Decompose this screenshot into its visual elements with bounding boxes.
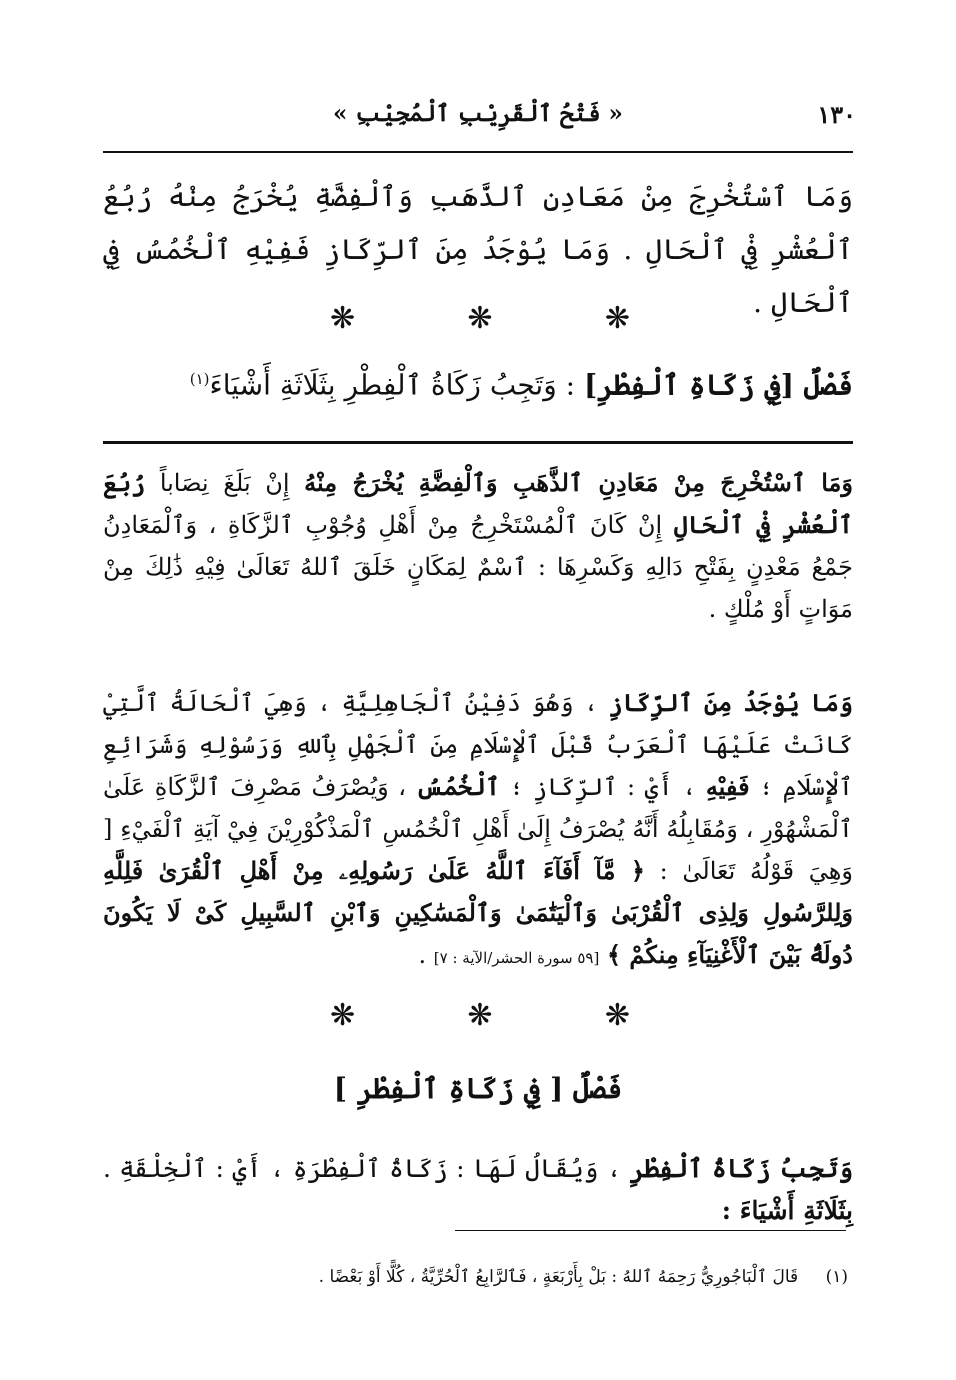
sharh-paragraph-3 [103, 1148, 853, 1232]
star-icon: ❋ [467, 998, 493, 1033]
sharh-text: ، وَيُصْرَفُ مَصْرِفَ ٱلزَّكَاةِ عَلَىٰ ٱلْمَشْهُوْرِ ، وَمُقَابِلُهُ أَنَّهُ يُصْرَفُ إِلَىٰ أَهْلِ ٱلْخُمُسِ ٱلْمَذْكُوْرِيْنَ فِيْ آيَةِ ٱلْفَيْءِ [ وَهِيَ قَوْلُهُ تَعَالَىٰ : [103, 773, 853, 885]
star-icon: ❋ [467, 301, 493, 336]
sharh-text: ، وَيُقَالُ لَهَا : زَكَاةُ ٱلْفِطْرَةِ ، أَيْ : ٱلْخِلْقَةِ . [103, 1154, 622, 1183]
footnote-number: (١) [825, 1267, 848, 1287]
header-rule [103, 151, 853, 153]
sharh-paragraph-1 [103, 462, 853, 630]
sharh-matn-quote: وَمَا ٱسْتُخْرِجَ مِنْ مَعَادِنِ ٱلذَّهَبِ وَٱلْفِضَّةِ يُخْرَجُ مِنْهُ [304, 468, 854, 497]
matn-text: وَمَا ٱسْتُخْرِجَ مِنْ مَعَادِنِ ٱلذَّهَبِ وَٱلْفِضَّةِ يُخْرَجُ مِنْهُ رُبُعُ ٱلْعُشْرِ فِيْ ٱلْحَالِ . وَمَا يُوْجَدُ مِنَ ٱلرِّكَازِ فَفِيْهِ ٱلْخُمُسُ فِي ٱلْحَالِ . [103, 180, 853, 319]
fasl-heading: فَصْلٌ [ فِي زَكَاةِ ٱلْفِطْرِ ] [333, 1072, 623, 1105]
sharh-matn-quote: رُبُعَ ٱلْعُشْرِ فِيْ ٱلْحَالِ [103, 468, 853, 539]
matn-fasl-rest: : وَتَجِبُ زَكَاةُ ٱلْفِطْرِ بِثَلَاثَةِ أَشْيَاءَ [209, 368, 576, 402]
star-icon: ❋ [330, 301, 356, 336]
quran-verse: ﴿ مَّآ أَفَآءَ ٱللَّهُ عَلَىٰ رَسُولِهِۦ مِنْ أَهْلِ ٱلْقُرَىٰ فَلِلَّهِ وَلِلرَّسُولِ وَلِذِى ٱلْقُرْبَىٰ وَٱلْيَتَٰمَىٰ وَٱلْمَسَٰكِينِ وَٱبْنِ ٱلسَّبِيلِ كَىْ لَا يَكُونَ دُولَةًۢ بَيْنَ ٱلْأَغْنِيَآءِ مِنكُمْ ﴾ [103, 856, 853, 969]
footnote-rule [455, 1230, 846, 1231]
matn-fasl-title: فَصْلٌ [فِي زَكَاةِ ٱلْفِطْرِ] [583, 368, 853, 402]
footnote [108, 1262, 848, 1292]
star-icon: ❋ [604, 301, 630, 336]
sharh-text: ، وَهُوَ دَفِيْنُ ٱلْجَاهِلِيَّةِ ، وَهِيَ ٱلْحَالَةُ ٱلَّتِيْ كَانَتْ عَلَيْهَا ٱلْعَرَبُ قَبْلَ ٱلْإِسْلَامِ مِنَ ٱلْجَهْلِ بِٱللهِ وَرَسُوْلِهِ وَشَرَائِعِ ٱلْإِسْلَامِ ؛ [103, 689, 853, 801]
matn-fasl [190, 356, 853, 408]
sharh-matn-quote: وَمَا يُوْجَدُ مِنَ ٱلرِّكَازِ [608, 688, 853, 717]
sharh-text: . [418, 941, 427, 969]
sharh-text: إِنْ كَانَ ٱلْمُسْتَخْرِجُ مِنْ أَهْلِ وُجُوْبِ ٱلزَّكَاةِ ، وَٱلْمَعَادِنُ جَمْعُ مَعْدِنٍ بِفَتْحِ دَالِهِ وَكَسْرِهَا : ٱسْمٌ لِمَكَانٍ خَلَقَ ٱللهُ تَعَالَىٰ فِيْهِ ذَٰلِكَ مِنْ مَوَاتٍ أَوْ مُلْكٍ . [103, 511, 853, 623]
star-icon: ❋ [604, 998, 630, 1033]
sharh-matn-quote: بِثَلَاثَةِ أَشْيَاءَ : [721, 1196, 853, 1225]
sharh-matn-quote: وَتَجِبُ زَكَاةُ ٱلْفِطْرِ [629, 1154, 853, 1183]
sharh-matn-quote: ٱلْخُمُسُ [415, 772, 500, 801]
star-icon: ❋ [330, 998, 356, 1033]
page-number: ١٣٠ [817, 100, 856, 129]
running-title: « فَتْحُ ٱلْقَرِيْبِ ٱلْمُجِيْبِ » [333, 100, 623, 127]
matn-sharh-divider [103, 441, 853, 444]
separator-stars [330, 998, 630, 1033]
sharh-matn-quote: فَفِيْهِ [705, 772, 750, 801]
page-header [100, 100, 856, 140]
footnote-text: قَالَ ٱلْبَاجُورِيُّ رَحِمَهُ ٱللهُ : بَلْ بِأَرْبَعَةٍ ، فَٱلرَّابِعُ ٱلْحُرِّيَّةُ ، كُلًّا أَوْ بَعْضًا . [318, 1267, 799, 1287]
separator-stars [330, 301, 630, 336]
quran-reference: [٥٩ سورة الحشر/الآية : ٧] [433, 949, 600, 967]
footnote-marker: (١) [189, 370, 210, 388]
sharh-paragraph-2 [103, 682, 853, 979]
sharh-text: ، أَيْ : ٱلرِّكَازِ ؛ [509, 773, 697, 801]
sharh-text: إِنْ بَلَغَ نِصَاباً [159, 469, 290, 497]
